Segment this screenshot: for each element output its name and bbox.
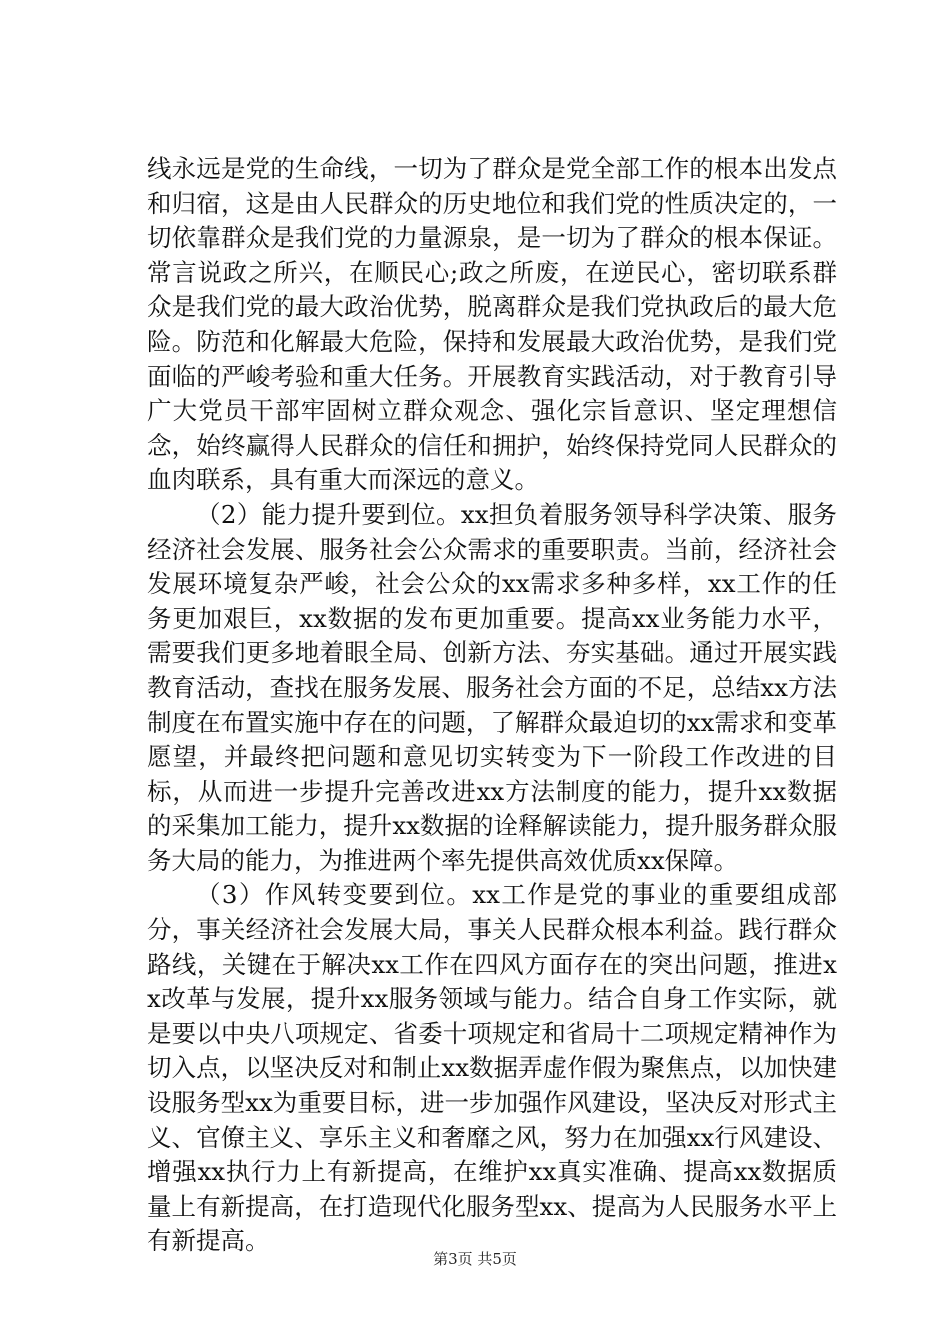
paragraph-3: （3）作风转变要到位。xx工作是党的事业的重要组成部分，事关经济社会发展大局，事关人民群众根本利益。践行群众路线，关键在于解决xx工作在四风方面存在的突出问题，推进xx改革与发展，提升xx服务领域与能力。结合自身工作实际，就是要以中央八项规定、省委十项规定和省局十二项规定精神作为切入点，以坚决反对和制止xx数据弄虚作假为聚焦点，以加快建设服务型xx为重要目标，进一步加强作风建设，坚决反对形式主义、官僚主义、享乐主义和奢靡之风，努力在加强xx行风建设、增强xx执行力上有新提高，在维护xx真实准确、提高xx数据质量上有新提高，在打造现代化服务型xx、提高为人民服务水平上有新提高。 bbox=[147, 880, 837, 1256]
page-number-footer: 第3页 共5页 bbox=[433, 1250, 517, 1268]
document-body bbox=[147, 152, 837, 1259]
paragraph-2: （2）能力提升要到位。xx担负着服务领导科学决策、服务经济社会发展、服务社会公众需求的重要职责。当前，经济社会发展环境复杂严峻，社会公众的xx需求多种多样，xx工作的任务更加艰巨，xx数据的发布更加重要。提高xx业务能力水平，需要我们更多地着眼全局、创新方法、夯实基础。通过开展实践教育活动，查找在服务发展、服务社会方面的不足，总结xx方法制度在布置实施中存在的问题，了解群众最迫切的xx需求和变革愿望，并最终把问题和意见切实转变为下一阶段工作改进的目标，从而进一步提升完善改进xx方法制度的能力，提升xx数据的采集加工能力，提升xx数据的诠释解读能力，提升服务群众服务大局的能力，为推进两个率先提供高效优质xx保障。 bbox=[147, 499, 837, 875]
paragraph-1: 线永远是党的生命线，一切为了群众是党全部工作的根本出发点和归宿，这是由人民群众的历史地位和我们党的性质决定的，一切依靠群众是我们党的力量源泉，是一切为了群众的根本保证。常言说政之所兴，在顺民心;政之所废，在逆民心，密切联系群众是我们党的最大政治优势，脱离群众是我们党执政后的最大危险。防范和化解最大危险，保持和发展最大政治优势，是我们党面临的严峻考验和重大任务。开展教育实践活动，对于教育引导广大党员干部牢固树立群众观念、强化宗旨意识、坚定理想信念，始终赢得人民群众的信任和拥护，始终保持党同人民群众的血肉联系，具有重大而深远的意义。 bbox=[147, 154, 837, 495]
